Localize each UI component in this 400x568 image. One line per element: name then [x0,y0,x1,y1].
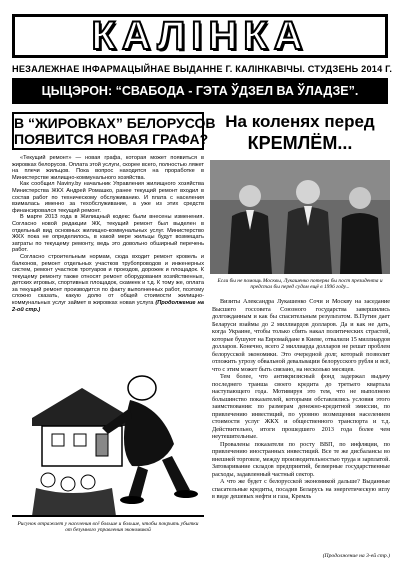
leaders-photo [210,160,390,274]
right-article-body [212,298,390,501]
left-headline-line1: В “ЖИРОВКАХ” БЕЛОРУСОВ [14,115,216,131]
left-paragraph: «Текущий ремонт» — новая графа, которая может появиться в жировках белорусов. Оплата этой услуги, скорее всего, полностью ляжет на плечи жильцов. Пока вопрос находится на проработке в Министерстве жилищно-коммунального хозяйства. [12,155,204,181]
right-headline-line1: На коленях перед [225,112,375,131]
right-paragraph: Тем более, что антикризисный фонд задержал выдачу последнего транша своего кредита до третьего квартала наступающего года. Мотивируя это тем, что не выполнено большинство показателей, которыми обставлялись условия этого заимствования: по размерам денежно-кредитной эмиссии, по привлечению инвестиций, по уровню возмещения населением стоимости услуг ЖКХ и общественного транспорта и т.д. Действительно, итоги прошедшего 2013 года более чем неутешительные. [212,373,390,440]
left-article-body [12,155,204,313]
cartoon-illustration [12,348,204,520]
newspaper-title: КАЛІНКА [91,14,309,58]
newspaper-subtitle: НЕЗАЛЕЖНАЕ ІНФАРМАЦЫЙНАЕ ВЫДАННЕ Г. КАЛІНКАВІЧЫ. СТУДЗЕНЬ 2014 Г. [12,64,393,74]
left-headline-line2: ПОЯВИТСЯ НОВАЯ ГРАФА? [14,131,209,147]
right-paragraph: А что же будет с белорусской экономикой дальше? Выданные спасательные кредиты, посадив Беларусь на энергетическую иглу в виде дешевых нефти и газа, Кремль [212,478,390,500]
quote-banner [12,78,388,104]
right-continued-note: (Продолжение на 3-ей стр.) [322,553,390,559]
right-paragraph: Визиты Александра Лукашенко Сочи и Москву на заседание Высшего госсовета Союзного государства завершились долгожданным и как бы спасительным результатом. В.Путин дает Беларуси взаймы до 2 миллиардов долларов. Да и как не дать, когда Украине, чтобы только сбить накал политических страстей, которые бушуют на Евромайдане в Киеве, отвалили 15 миллиардов долларов. Конечно, всего 2 миллиарда долларов не решат проблем белорусской экономики. Это очередной долг, который позволит отложить угрозу обвальной девальвации белорусского рубля и всё, что с этим может быть связано, на несколько месяцев. [212,298,390,373]
right-headline-line2: КРЕМЛЁМ... [247,133,353,153]
masthead-logo [12,14,388,58]
photo-caption: Если бы не помощь Москвы, Лукашенко потерял бы пост президента и предстал бы перед судом ещё в 1996 году... [217,278,383,291]
right-paragraph: Провалены показатели по росту ВВП, по инфляции, по привлечению иностранных инвестиций. Все те же дисбалансы во внешней торговле, между производительностью труда и зарплатой. Затоваривание складов предприятий, безмерные государственные расходы, задавленный частный сектор. [212,440,390,478]
left-paragraph-text: Согласно строительным нормам, сюда входит ремонт кровель и балконов, ремонт отдельных участков трубопроводов и инженерных систем, ремонт участков тротуаров и проездов, дорожек и площадок. К текущему ремонту также относят ремонт оборудования хозяйственных, детских игровых, спортивных площадок, скамеек и т.д. К тому же, оплата за текущий ремонт производится по факту выполненных работ, поэтому сложно сказать, какую долю от общей стоимости жилищно-коммунальных услуг займет в жировках новая услуга [12,253,204,307]
left-paragraph: В марте 2013 года в Жилищный кодекс были внесены изменения. Согласно новой редакции ЖК, текущий ремонт был выделен в отдельный вид основных жилищно-коммунальных услуг. Министерство ЖКХ пока не определилось, в какой мере жильцы будут возмещать затраты по текущему ремонту, ведь это довольно обширный перечень работ. [12,214,204,254]
quote-text: ЦЫЦЭРОН: “СВАБОДА - ГЭТА ЎДЗЕЛ ВА ЎЛАДЗЕ”. [41,84,359,98]
left-paragraph: Как сообщил Naviny.by начальник Управления жилищного хозяйства Министерства ЖКХ Андрей Ромашко, ранее текущий ремонт входил в состав работ по техническому обслуживанию. И плата с населения взималась именно за техобслуживание, а уже из этих средств финансировался текущий ремонт. [12,181,204,214]
right-article-headline [210,112,390,154]
cartoon-caption: Рисунок отражает у населения всё больше и больше, чтобы покрыть убытки от безумного управления экономикой [17,521,199,534]
left-paragraph [12,254,204,313]
left-continued-note: (Продолжение на 2-ой стр.) [12,300,204,313]
left-article-headline [12,112,216,150]
